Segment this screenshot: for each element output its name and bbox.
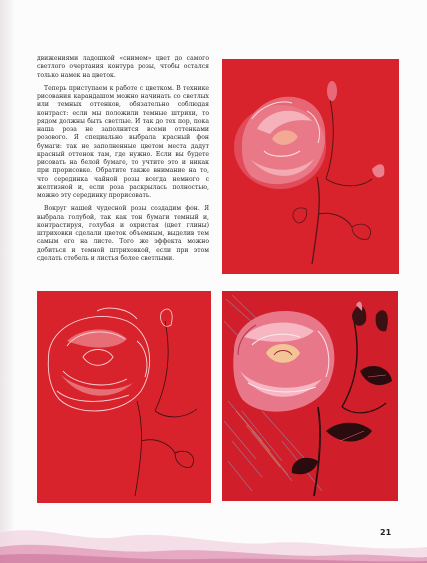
photo-rose-sketch <box>37 291 211 503</box>
photo-rose-drawing <box>222 59 399 274</box>
paragraph-2: Теперь приступаем к работе с цветком. В технике рисования карандашом можно начинать со светлых или темных оттенков, обязательно соблюдая контраст: если мы положили темные штрихи, то рядом должны быть светлые. И так до тех пор, пока наша роза не заполнится всеми оттенками розового. Я специально выбрала красный фон бумаги: так не заполненные цветом места дадут красный оттенок там, где нужно. Если вы будете рисовать на белой бумаге, то учтите это и никак при прорисовке. Обратите также внимание на то, что серединка чайной розы всегда немного с желтизной и, если роза раскрылась полностью, можно эту серединку прорисовать. <box>37 84 209 199</box>
book-spine-shadow <box>0 0 14 563</box>
bottom-decoration <box>0 503 427 563</box>
paragraph-1: движениями ладошкой «снимем» цвет до самого светлого очертания контура розы, чтобы остался только намек на цветок. <box>37 55 209 79</box>
paragraph-3: Вокруг нашей чудесной розы создадим фон. Я выбрала голубой, так как тон бумаги темный и, контрастируя, голубая и охристая (цвет глины) штриховки сделали цветок объемным, выделив тем самым его на листе. Того же эффекта можно добиться и темной штриховкой, если при этом сделать стебель и листья более светлыми. <box>37 205 209 262</box>
article-text <box>37 55 209 268</box>
page-number: 21 <box>380 528 392 537</box>
photo-rose-finished <box>222 291 398 501</box>
